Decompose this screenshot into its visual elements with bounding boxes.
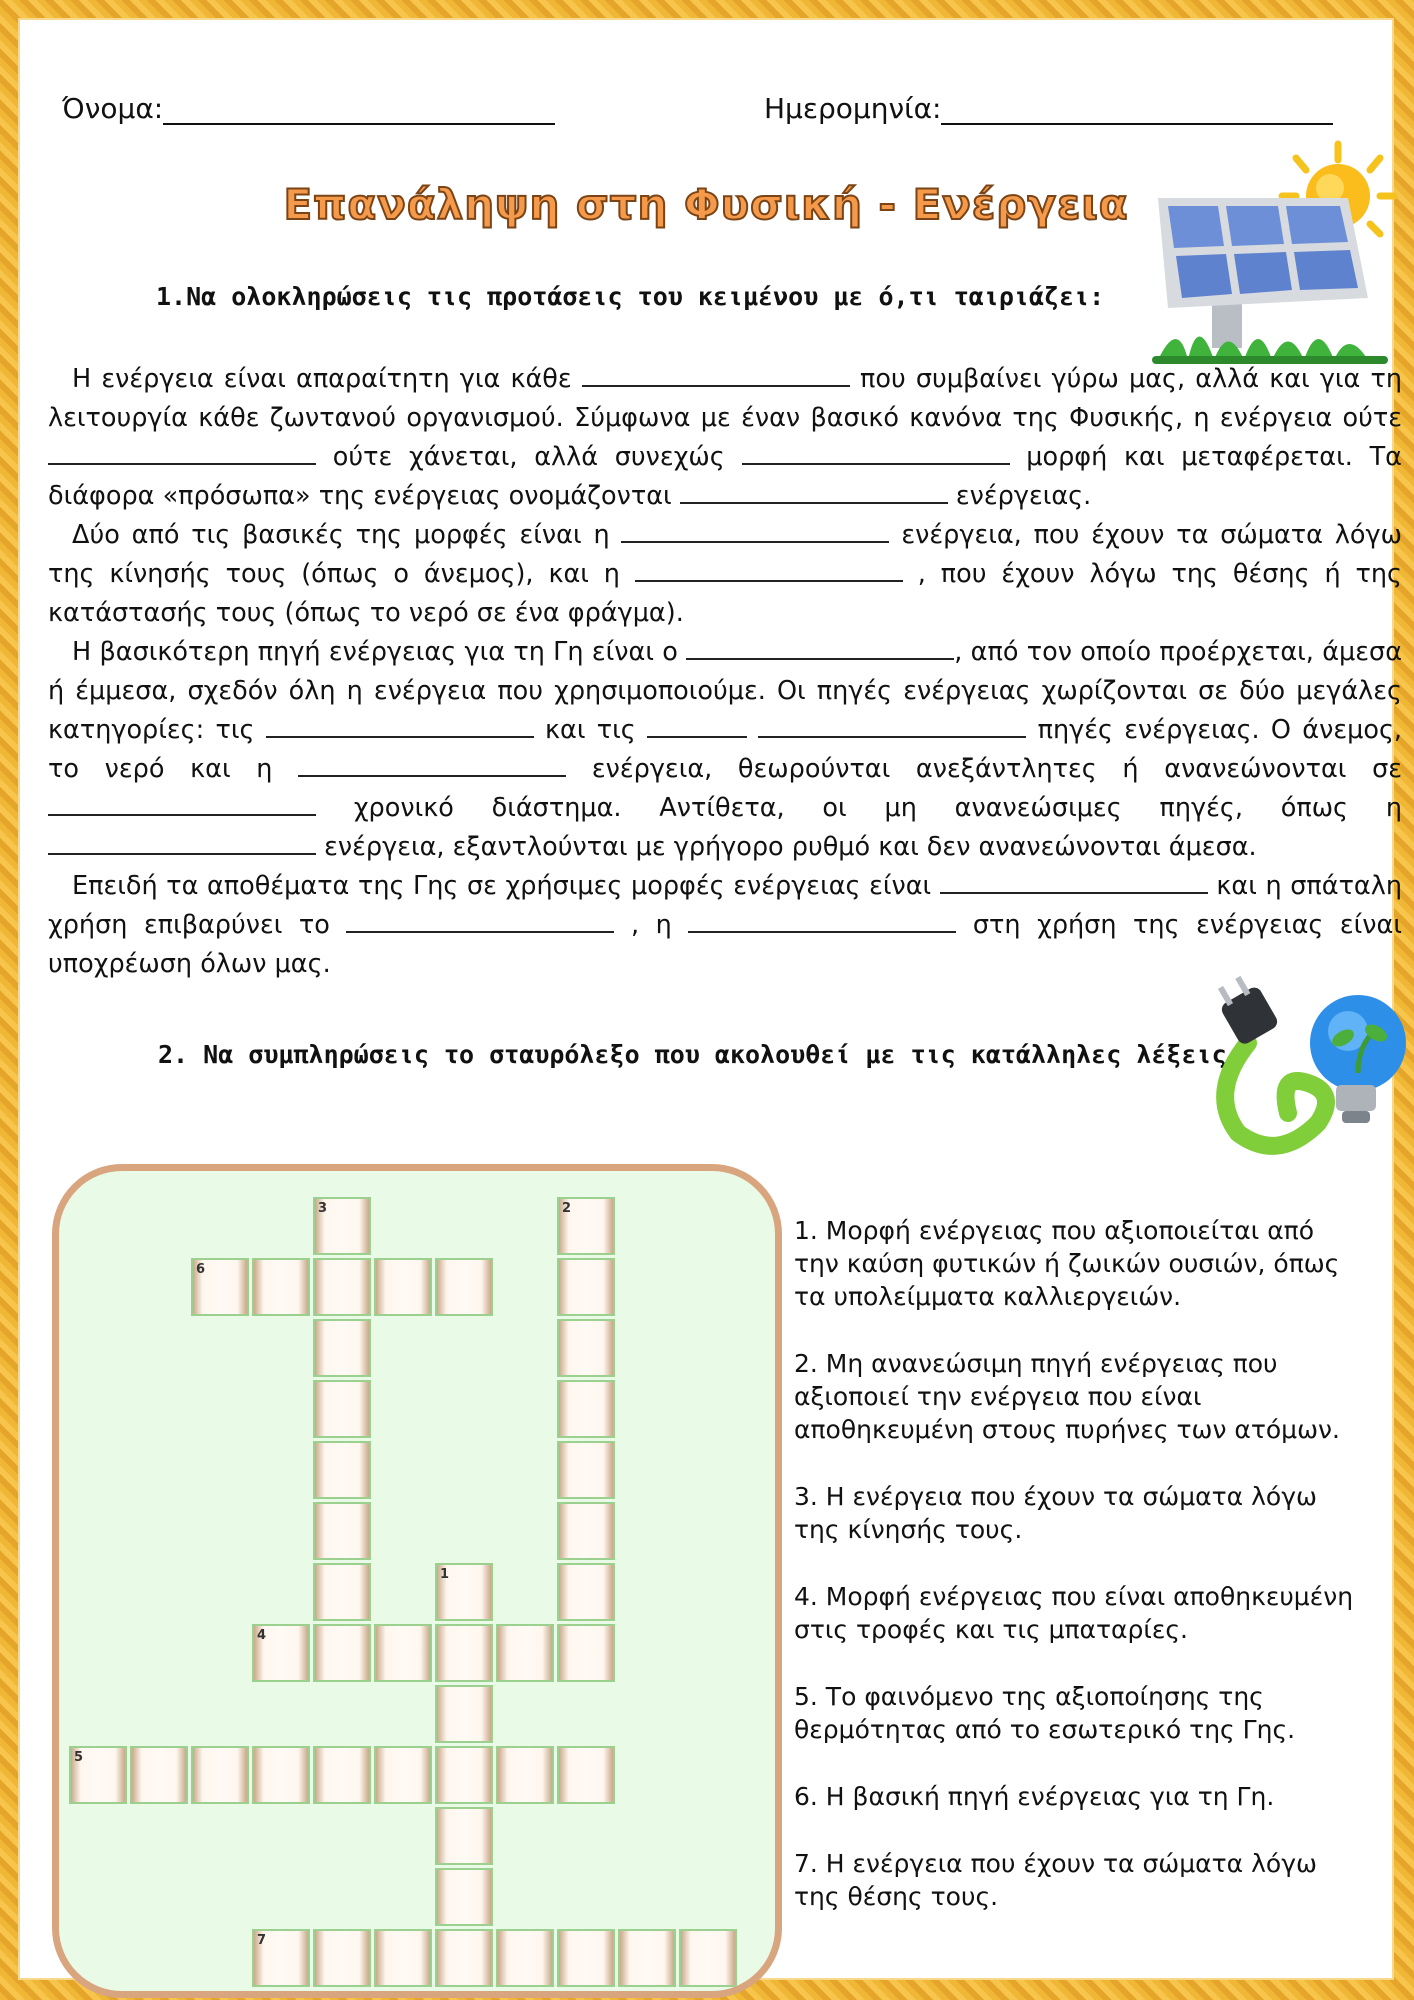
crossword-cell[interactable] xyxy=(679,1929,737,1987)
crossword-cell[interactable] xyxy=(435,1746,493,1804)
blank[interactable] xyxy=(758,714,1026,738)
clue-5: 5. Το φαινόμενο της αξιοποίησης της θερμότητας από το εσωτερικό της Γης. xyxy=(794,1682,1296,1744)
date-label: Ημερομηνία: xyxy=(764,92,942,125)
name-field xyxy=(62,92,555,125)
paragraph-4 xyxy=(48,867,1402,984)
plug-lightbulb-icon xyxy=(1208,973,1408,1163)
crossword-cell[interactable] xyxy=(191,1258,249,1316)
text: ούτε χάνεται, αλλά συνεχώς xyxy=(332,442,725,472)
text: Η βασικότερη πηγή ενέργειας για τη Γη είναι ο xyxy=(72,637,678,667)
clue-number: 7 xyxy=(257,1933,267,1948)
text: , από τον οποίο προέρχεται, άμεσα ή έμμεσα, σχεδόν όλη η ενέργεια που χρησιμοποιούμε. Οι πηγές ενέργειας χωρίζονται σε δύο μεγάλες κατηγορίες: τις xyxy=(48,637,1403,745)
text: ενέργειας. xyxy=(955,481,1092,511)
paragraph-3 xyxy=(48,633,1402,867)
text: Η ενέργεια είναι απαραίτητη για κάθε xyxy=(72,364,572,394)
question-2-heading: 2. Να συμπληρώσεις το σταυρόλεξο που ακολουθεί με τις κατάλληλες λέξεις: xyxy=(158,1040,1242,1069)
crossword-cell[interactable] xyxy=(496,1929,554,1987)
crossword-cell[interactable] xyxy=(374,1258,432,1316)
question-1-heading: 1.Να ολοκληρώσεις τις προτάσεις του κειμένου με ό,τι ταιριάζει: xyxy=(156,282,1105,311)
blank[interactable] xyxy=(940,870,1208,894)
clue-2: 2. Μη ανανεώσιμη πηγή ενέργειας που αξιοποιεί την ενέργεια που είναι αποθηκευμένη στους πυρήνες των ατόμων. xyxy=(794,1349,1340,1444)
clue-number: 2 xyxy=(562,1201,572,1216)
crossword-cell[interactable] xyxy=(557,1380,615,1438)
fill-in-passage xyxy=(48,360,1402,984)
crossword-cell[interactable] xyxy=(313,1746,371,1804)
crossword-cell[interactable] xyxy=(557,1258,615,1316)
blank[interactable] xyxy=(647,714,747,738)
crossword-cell[interactable] xyxy=(130,1746,188,1804)
blank[interactable] xyxy=(266,714,534,738)
crossword-cell[interactable] xyxy=(557,1929,615,1987)
crossword-cell[interactable] xyxy=(374,1929,432,1987)
crossword-cell[interactable] xyxy=(496,1624,554,1682)
clue-4: 4. Μορφή ενέργειας που είναι αποθηκευμένη στις τροφές και τις μπαταρίες. xyxy=(794,1582,1354,1644)
blank[interactable] xyxy=(48,792,316,816)
crossword-grid xyxy=(52,1164,782,1998)
crossword-cell[interactable] xyxy=(435,1624,493,1682)
crossword-cell[interactable] xyxy=(435,1807,493,1865)
clue-6: 6. Η βασική πηγή ενέργειας για τη Γη. xyxy=(794,1782,1275,1811)
blank[interactable] xyxy=(298,753,566,777)
clue-number: 3 xyxy=(318,1201,328,1216)
blank[interactable] xyxy=(582,363,850,387)
text: ενέργεια, θεωρούνται ανεξάντλητες ή ανανεώνονται σε xyxy=(591,754,1403,784)
crossword-cell[interactable] xyxy=(557,1746,615,1804)
crossword-cell[interactable] xyxy=(435,1685,493,1743)
date-line[interactable] xyxy=(941,99,1333,125)
paragraph-2 xyxy=(48,516,1402,633)
crossword-cell[interactable] xyxy=(557,1502,615,1560)
crossword-cell[interactable] xyxy=(313,1258,371,1316)
crossword-cell[interactable] xyxy=(557,1624,615,1682)
text: μορφή και μεταφέρεται. Τα διάφορα «πρόσωπα» της ενέργειας ονομάζονται xyxy=(48,442,1402,511)
crossword-cell[interactable] xyxy=(313,1624,371,1682)
crossword-cell[interactable] xyxy=(374,1746,432,1804)
clue-1: 1. Μορφή ενέργειας που αξιοποιείται από την καύση φυτικών ή ζωικών ουσιών, όπως τα υπολείμματα καλλιεργειών. xyxy=(794,1216,1340,1311)
crossword-cell[interactable] xyxy=(69,1746,127,1804)
crossword-cell[interactable] xyxy=(557,1563,615,1621)
crossword-cell[interactable] xyxy=(557,1319,615,1377)
solar-panel-sun-icon xyxy=(1148,138,1398,368)
crossword-cell[interactable] xyxy=(252,1624,310,1682)
crossword-cell[interactable] xyxy=(435,1258,493,1316)
text: Επειδή τα αποθέματα της Γης σε χρήσιμες μορφές ενέργειας είναι xyxy=(72,871,932,901)
crossword-cell[interactable] xyxy=(252,1929,310,1987)
crossword-cell[interactable] xyxy=(313,1319,371,1377)
text: , που έχουν λόγω της θέσης ή της κατάστασής τους (όπως το νερό σε ένα φράγμα). xyxy=(48,559,1402,628)
crossword-cell[interactable] xyxy=(191,1746,249,1804)
text: Δύο από τις βασικές της μορφές είναι η xyxy=(72,520,610,550)
blank[interactable] xyxy=(635,558,903,582)
crossword-cell[interactable] xyxy=(374,1624,432,1682)
text: , η xyxy=(630,910,672,940)
text: πηγές ενέργειας. Ο άνεμος, το νερό και η xyxy=(48,715,1403,784)
crossword-cell[interactable] xyxy=(496,1746,554,1804)
date-field xyxy=(764,92,1333,125)
blank[interactable] xyxy=(680,480,948,504)
blank[interactable] xyxy=(686,636,954,660)
name-line[interactable] xyxy=(163,99,555,125)
text: που συμβαίνει γύρω μας, αλλά και για τη λειτουργία κάθε ζωντανού οργανισμού. Σύμφωνα με έναν βασικό κανόνα της Φυσικής, η ενέργεια ούτε xyxy=(48,364,1403,433)
blank[interactable] xyxy=(688,909,956,933)
crossword-cell[interactable] xyxy=(435,1868,493,1926)
clue-number: 6 xyxy=(196,1262,206,1277)
blank[interactable] xyxy=(48,441,316,465)
paragraph-1 xyxy=(48,360,1402,516)
worksheet xyxy=(18,18,1403,1980)
clue-7: 7. Η ενέργεια που έχουν τα σώματα λόγω της θέσης τους. xyxy=(794,1849,1317,1911)
crossword-cell[interactable] xyxy=(313,1197,371,1255)
crossword-cell[interactable] xyxy=(435,1929,493,1987)
clue-number: 4 xyxy=(257,1628,267,1643)
clue-3: 3. Η ενέργεια που έχουν τα σώματα λόγω της κίνησής τους. xyxy=(794,1482,1317,1544)
crossword-cell[interactable] xyxy=(313,1380,371,1438)
crossword-cell[interactable] xyxy=(313,1563,371,1621)
crossword-cell[interactable] xyxy=(252,1258,310,1316)
crossword-cell[interactable] xyxy=(618,1929,676,1987)
crossword-cell[interactable] xyxy=(313,1502,371,1560)
crossword-clues xyxy=(794,1214,1354,1947)
text: ενέργεια, εξαντλούνται με γρήγορο ρυθμό και δεν ανανεώνονται άμεσα. xyxy=(324,832,1257,862)
crossword-cell[interactable] xyxy=(557,1441,615,1499)
clue-number: 5 xyxy=(74,1750,84,1765)
crossword-cell[interactable] xyxy=(557,1197,615,1255)
crossword-cell[interactable] xyxy=(252,1746,310,1804)
text: ενέργεια, που έχουν τα σώματα λόγω της κίνησής τους (όπως ο άνεμος), και η xyxy=(48,520,1402,589)
crossword-cell[interactable] xyxy=(313,1441,371,1499)
clue-number: 1 xyxy=(440,1567,450,1582)
crossword-cell[interactable] xyxy=(435,1563,493,1621)
blank[interactable] xyxy=(48,831,316,855)
blank[interactable] xyxy=(742,441,1010,465)
text: χρονικό διάστημα. Αντίθετα, οι μη ανανεώσιμες πηγές, όπως η xyxy=(353,793,1402,823)
crossword-cell[interactable] xyxy=(313,1929,371,1987)
text: και η σπάταλη χρήση επιβαρύνει το xyxy=(48,871,1402,940)
blank[interactable] xyxy=(621,519,889,543)
text: στη χρήση της ενέργειας είναι υποχρέωση όλων μας. xyxy=(48,910,1402,979)
text: και τις xyxy=(545,715,636,745)
page-title: Επανάληψη στη Φυσική - Ενέργεια xyxy=(283,180,1129,229)
blank[interactable] xyxy=(346,909,614,933)
name-label: Όνομα: xyxy=(62,92,164,125)
